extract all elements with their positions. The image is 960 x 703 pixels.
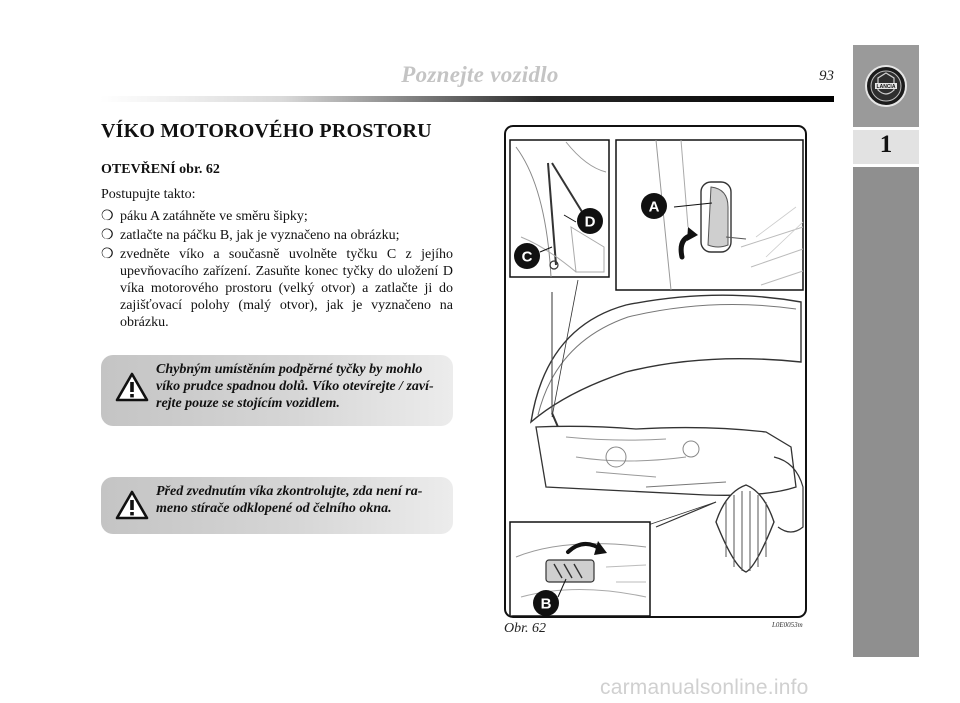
callout-d [577,208,603,234]
warning-box [101,355,453,426]
callout-a [641,193,667,219]
callout-b-label: B [540,595,552,613]
inset-hood-lever [616,140,803,290]
intro-text: Postupujte takto: [101,187,196,202]
figure-caption: Obr. 62 [504,621,547,636]
callout-b [533,590,559,616]
header-rule [100,96,834,102]
running-title: Poznejte vozidlo [401,62,559,87]
callout-d-label: D [584,213,596,231]
step-text: zatlačte na páčku B, jak je vyznačeno na obrázku; [120,228,400,243]
step-text: zvedněte víko a současně uvolněte tyčku C z jejího upevňovacího zařízení. Zasuňte konec tyčky do uložení D víka motorového prostoru (velký otvor) a zatlačte ji do zajišťovací polohy (malý otvor), jak je vyznačeno na obrázku. [120,247,453,330]
figure-code: L0E0053m [772,621,803,629]
subsection-title: OTEVŘENÍ obr. 62 [101,162,220,177]
hood-illustration [506,127,807,618]
warning-text: Chybným umístěním podpěrné tyčky by mohlo víko prudce spadnou dolů. Víko otevírejte / zaví-rejte pouze se stojícím vozidlem. [156,362,434,411]
bullet-icon: ❍ [101,209,114,224]
warning-text: Před zvednutím víka zkontrolujte, zda není ra-meno stírače odklopené od čelního okna. [156,484,423,516]
bullet-icon: ❍ [101,247,114,262]
watermark: carmanualsonline.info [600,676,809,699]
bullet-icon: ❍ [101,228,114,243]
page-number: 93 [819,68,834,84]
warning-triangle-icon [115,490,149,520]
list-item [101,227,453,244]
hood-figure [504,125,807,618]
warning-box [101,477,453,534]
step-text: páku A zatáhněte ve směru šipky; [120,209,308,224]
warning-triangle-icon [115,372,149,402]
lancia-logo-icon [864,64,908,108]
section-title: VÍKO MOTOROVÉHO PROSTORU [101,120,432,142]
chapter-number[interactable]: 1 [879,131,893,158]
list-item [101,208,453,225]
callout-a-label: A [648,198,660,216]
inset-safety-catch [510,522,650,616]
callout-c-label: C [521,248,533,266]
list-item [101,246,453,331]
steps-list [101,208,453,333]
callout-c [514,243,540,269]
logo-text: LANCIA [876,84,896,90]
